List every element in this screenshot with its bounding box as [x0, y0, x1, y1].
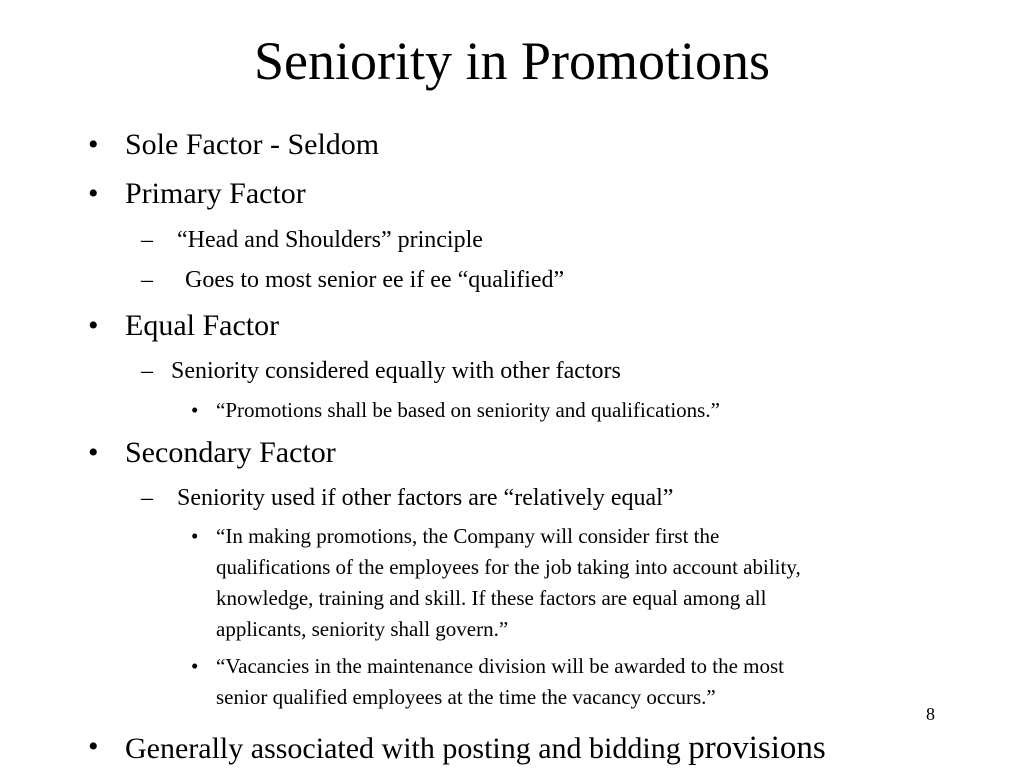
page-number: 8: [926, 704, 935, 724]
bullet-secondary-factor: Secondary Factor: [125, 436, 336, 469]
quote-vacancies-maintenance: [216, 651, 784, 713]
quote-line: senior qualified employees at the time the vacancy occurs.”: [216, 685, 716, 709]
bullet-provisions-text: provisions: [688, 730, 826, 766]
bullet-marker: •: [88, 436, 99, 469]
quote-line: applicants, seniority shall govern.”: [216, 617, 509, 641]
bullet-marker: •: [88, 128, 99, 161]
dash-marker: –: [141, 267, 153, 293]
dash-marker: –: [141, 227, 153, 253]
bullet-sole-factor: Sole Factor - Seldom: [125, 128, 380, 161]
bullet-marker: •: [88, 177, 99, 210]
slide-title: Seniority in Promotions: [253, 31, 771, 91]
quote-line: “Vacancies in the maintenance division will be awarded to the most: [216, 654, 784, 678]
quote-line: “In making promotions, the Company will consider first the: [216, 524, 720, 548]
bullet-marker: •: [88, 309, 99, 342]
quote-line: qualifications of the employees for the job taking into account ability,: [216, 555, 801, 579]
quote-in-making-promotions: [216, 521, 801, 645]
bullet-generally-associated-text: Generally associated with posting and bidding: [125, 732, 681, 765]
quote-line: knowledge, training and skill. If these factors are equal among all: [216, 586, 767, 610]
sub-head-and-shoulders: “Head and Shoulders” principle: [177, 227, 483, 253]
quote-promotions-based: “Promotions shall be based on seniority and qualifications.”: [216, 398, 720, 422]
dash-marker: –: [141, 358, 153, 384]
sub-goes-to-most-senior: Goes to most senior ee if ee “qualified”: [185, 267, 565, 293]
sub-seniority-used-if-equal: Seniority used if other factors are “relatively equal”: [177, 485, 674, 511]
dash-marker: –: [141, 485, 153, 511]
bullet-equal-factor: Equal Factor: [125, 309, 280, 342]
bullet-marker: •: [191, 524, 199, 548]
sub-seniority-considered-equally: Seniority considered equally with other factors: [171, 358, 621, 384]
bullet-marker: •: [191, 398, 199, 422]
bullet-marker: •: [191, 654, 199, 678]
bullet-generally-associated: [125, 730, 826, 767]
bullet-primary-factor: Primary Factor: [125, 177, 306, 210]
bullet-marker: •: [88, 730, 99, 763]
